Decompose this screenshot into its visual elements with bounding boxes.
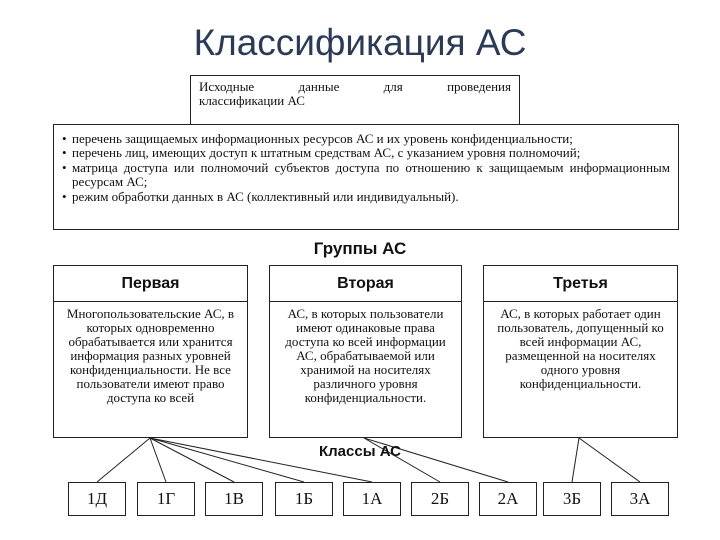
group-1-header: Первая [53,265,248,302]
list-item: • перечень защищаемых информационных ресурсов АС и их уровень конфиденциальности; [62,132,670,146]
source-line-1: Исходные данные для проведения [199,79,511,94]
class-2a: 2А [479,482,537,516]
groups-title: Группы АС [313,239,407,258]
page-title: Классификация АС [193,22,527,63]
list-item: • режим обработки данных в АС (коллективный или индивидуальный). [62,190,670,204]
class-3a: 3А [611,482,669,516]
class-1v: 1В [205,482,263,516]
group-2-header: Вторая [269,265,462,302]
source-data-list [53,124,679,230]
group-2-description: АС, в которых пользователи имеют одинаковые права доступа ко всей информации АС, обрабатываемой или хранимой на носителях различного уровня конфиденциальности. [269,301,462,438]
group-3-description: АС, в которых работает один пользователь, допущенный ко всей информации АС, размещенной на носителях одного уровня конфиденциальности. [483,301,678,438]
class-1a: 1А [343,482,401,516]
class-1g: 1Г [137,482,195,516]
classes-title: Классы АС [319,443,401,460]
list-item: • перечень лиц, имеющих доступ к штатным средствам АС, с указанием уровня полномочий; [62,146,670,160]
list-item: • матрица доступа или полномочий субъектов доступа по отношению к защищаемым информационным ресурсам АС; [62,161,670,190]
group-3-header: Третья [483,265,678,302]
class-2b: 2Б [411,482,469,516]
group-1-description: Многопользовательские АС, в которых одновременно обрабатывается или хранится информация разных уровней конфиденциальности. Не все пользователи имеют право доступа ко всей [53,301,248,438]
source-line-2: классификации АС [199,93,305,108]
class-1d: 1Д [68,482,126,516]
class-1b: 1Б [275,482,333,516]
class-3b: 3Б [543,482,601,516]
